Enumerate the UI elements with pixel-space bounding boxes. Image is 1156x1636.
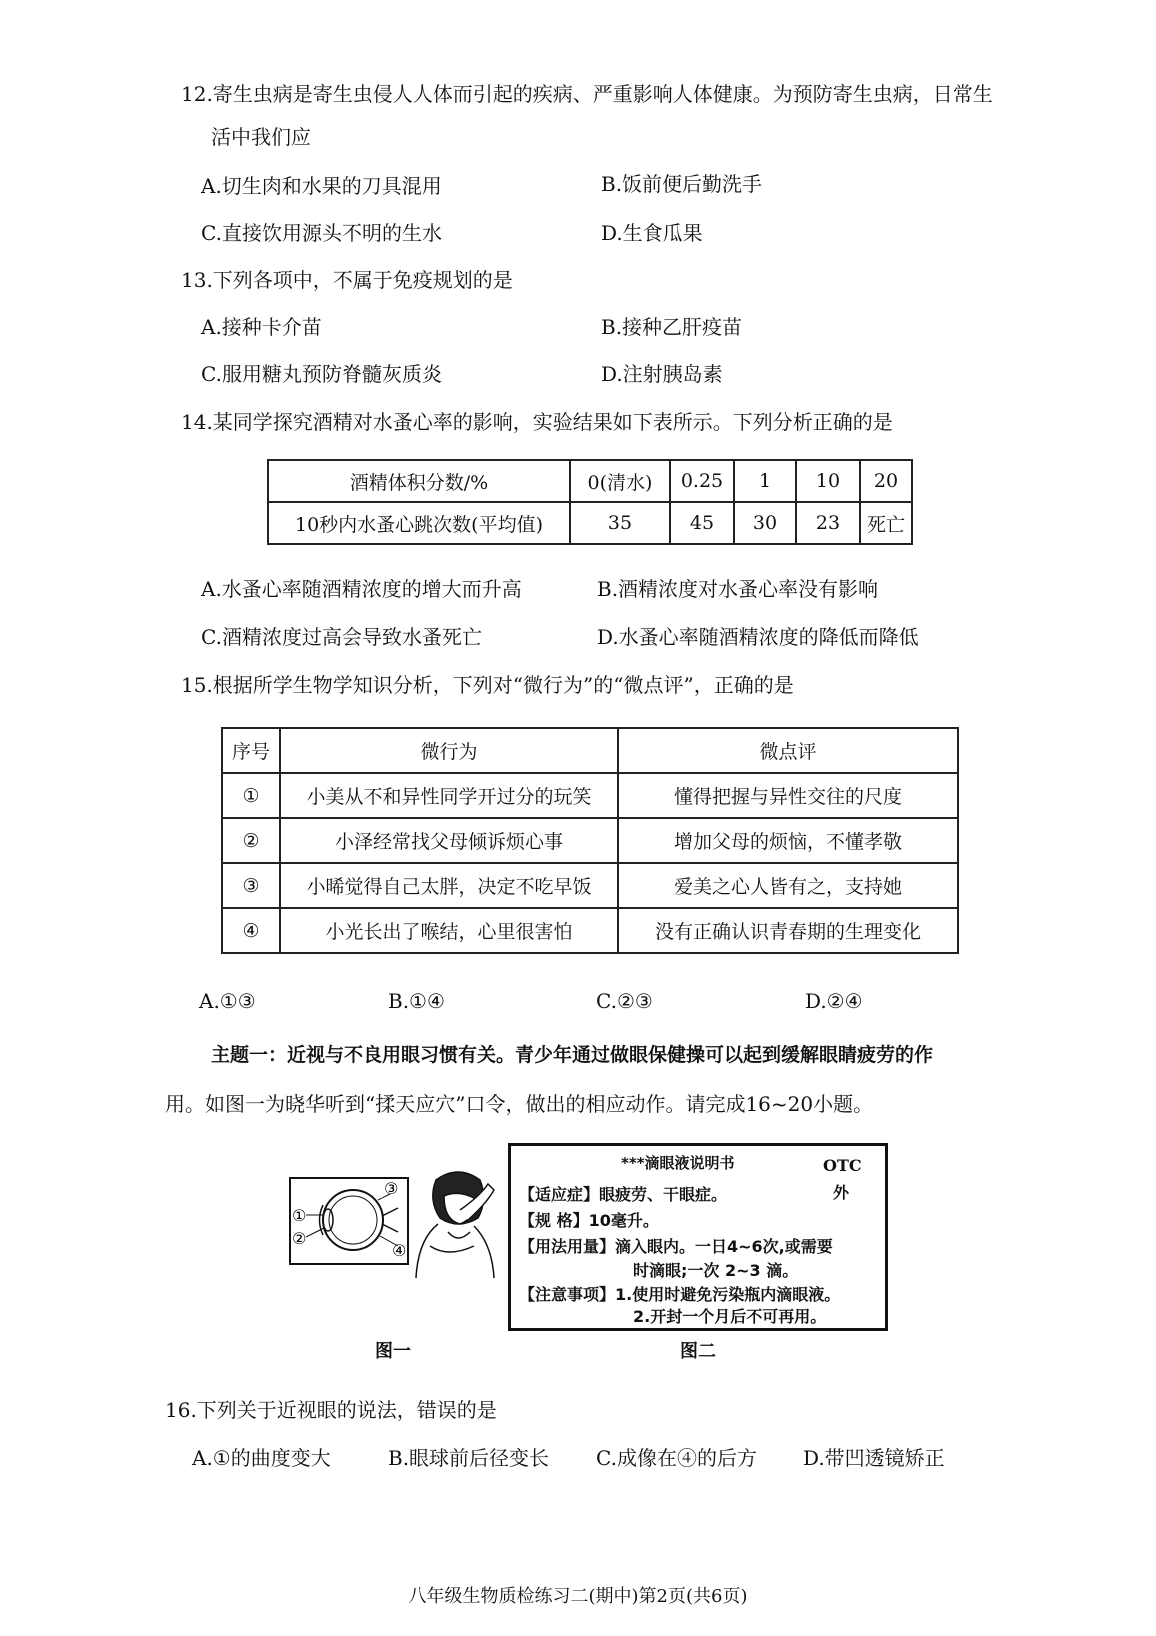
eye-drop-label — [508, 1143, 888, 1331]
table-cell: 没有正确认识青春期的生理变化 — [618, 908, 958, 953]
theme-line1: 主题一：近视与不良用眼习惯有关。青少年通过做眼保健操可以起到缓解眼睛疲劳的作 — [211, 1044, 934, 1066]
q12-option-c: C.直接饮用源头不明的生水 — [201, 221, 442, 245]
table-row — [222, 773, 958, 818]
page-footer: 八年级生物质检练习二(期中)第2页(共6页) — [408, 1586, 748, 1607]
table-cell: 小光长出了喉结，心里很害怕 — [280, 908, 618, 953]
table-cell: 10秒内水蚤心跳次数(平均值) — [268, 502, 570, 544]
q12-stem-line2: 活中我们应 — [211, 125, 311, 149]
student-figure — [416, 1172, 494, 1278]
label-dosage-cont: 时滴眼;一次 2~3 滴。 — [633, 1261, 799, 1280]
q13-option-c: C.服用糖丸预防脊髓灰质炎 — [201, 362, 442, 386]
label-dosage: 【用法用量】滴入眼内。一日4~6次,或需要 — [519, 1237, 833, 1256]
q15-option-a: A.①③ — [199, 989, 256, 1013]
q15-option-d: D.②④ — [805, 989, 863, 1013]
q13-stem: 13.下列各项中，不属于免疫规划的是 — [181, 268, 513, 292]
q14-option-b: B.酒精浓度对水蚤心率没有影响 — [597, 577, 879, 601]
table-row — [222, 818, 958, 863]
table-cell: 酒精体积分数/% — [268, 460, 570, 502]
table-cell: 35 — [570, 502, 670, 544]
table-header: 序号 — [222, 728, 280, 773]
table-header: 微点评 — [618, 728, 958, 773]
label-precautions-cont: 2.开封一个月后不可再用。 — [633, 1307, 827, 1326]
external-use-mark: 外 — [833, 1183, 850, 1202]
figure2-caption: 图二 — [680, 1341, 716, 1362]
table-cell: 爱美之心人皆有之，支持她 — [618, 863, 958, 908]
q16-stem: 16.下列关于近视眼的说法，错误的是 — [165, 1398, 497, 1422]
figure1-caption: 图一 — [375, 1341, 411, 1362]
q14-option-c: C.酒精浓度过高会导致水蚤死亡 — [201, 625, 482, 649]
q15-option-c: C.②③ — [596, 989, 653, 1013]
eye-lens — [323, 1209, 333, 1231]
q16-option-b: B.眼球前后径变长 — [388, 1446, 550, 1470]
theme-line2: 用。如图一为晓华听到“揉天应穴”口令，做出的相应动作。请完成16~20小题。 — [165, 1092, 874, 1116]
micro-behavior-table — [221, 727, 959, 954]
table-row — [222, 908, 958, 953]
table-cell: ① — [222, 773, 280, 818]
table-cell: 10 — [796, 460, 860, 502]
table-cell: 23 — [796, 502, 860, 544]
table-cell: 小美从不和异性同学开过分的玩笑 — [280, 773, 618, 818]
label-specification: 【规 格】10毫升。 — [519, 1211, 659, 1230]
optic-nerve — [382, 1224, 398, 1232]
table-cell: ② — [222, 818, 280, 863]
figure1-illustration — [288, 1160, 498, 1280]
q14-stem: 14.某同学探究酒精对水蚤心率的影响，实验结果如下表所示。下列分析正确的是 — [181, 410, 893, 434]
table-cell: ④ — [222, 908, 280, 953]
marker-3: ③ — [384, 1179, 399, 1198]
eyeball-outline — [323, 1190, 383, 1250]
table-cell: 20 — [860, 460, 912, 502]
q14-option-a: A.水蚤心率随酒精浓度的增大而升高 — [201, 577, 522, 601]
otc-mark: OTC — [823, 1156, 862, 1175]
q13-option-d: D.注射胰岛素 — [601, 362, 723, 386]
table-cell: 小泽经常找父母倾诉烦心事 — [280, 818, 618, 863]
q12-option-b: B.饭前便后勤洗手 — [601, 172, 763, 196]
q16-option-d: D.带凹透镜矫正 — [803, 1446, 945, 1470]
table-cell: 1 — [734, 460, 796, 502]
alcohol-heart-rate-table — [267, 459, 913, 545]
table-cell: 45 — [670, 502, 734, 544]
table-row — [222, 863, 958, 908]
table-cell: 增加父母的烦恼，不懂孝敬 — [618, 818, 958, 863]
table-cell: 0.25 — [670, 460, 734, 502]
q14-option-d: D.水蚤心率随酒精浓度的降低而降低 — [597, 625, 919, 649]
eyeball-inner-layer — [329, 1196, 377, 1244]
q12-option-a: A.切生肉和水果的刀具混用 — [201, 174, 442, 198]
q13-option-a: A.接种卡介苗 — [201, 315, 322, 339]
q16-option-c: C.成像在④的后方 — [596, 1446, 757, 1470]
table-cell: 30 — [734, 502, 796, 544]
table-row — [268, 502, 912, 544]
table-header: 微行为 — [280, 728, 618, 773]
q15-option-b: B.①④ — [388, 989, 445, 1013]
q13-option-b: B.接种乙肝疫苗 — [601, 315, 743, 339]
table-cell: ③ — [222, 863, 280, 908]
table-cell: 小晞觉得自己太胖，决定不吃早饭 — [280, 863, 618, 908]
q12-option-d: D.生食瓜果 — [601, 221, 703, 245]
q12-stem-line1: 12.寄生虫病是寄生虫侵人人体而引起的疾病、严重影响人体健康。为预防寄生虫病，日常生 — [181, 82, 993, 106]
marker-4: ④ — [392, 1241, 407, 1260]
marker-2: ② — [292, 1229, 307, 1248]
q16-option-a: A.①的曲度变大 — [192, 1446, 331, 1470]
marker-1: ① — [292, 1206, 307, 1225]
table-cell: 死亡 — [860, 502, 912, 544]
table-cell: 0(清水) — [570, 460, 670, 502]
q15-stem: 15.根据所学生物学知识分析，下列对“微行为”的“微点评”，正确的是 — [181, 673, 794, 697]
label-indications: 【适应症】眼疲劳、干眼症。 — [519, 1185, 728, 1204]
optic-nerve — [382, 1208, 398, 1216]
label-title: ***滴眼液说明书 — [621, 1154, 735, 1172]
table-row — [268, 460, 912, 502]
label-precautions: 【注意事项】1.使用时避免污染瓶内滴眼液。 — [519, 1285, 841, 1304]
table-header-row — [222, 728, 958, 773]
table-cell: 懂得把握与异性交往的尺度 — [618, 773, 958, 818]
